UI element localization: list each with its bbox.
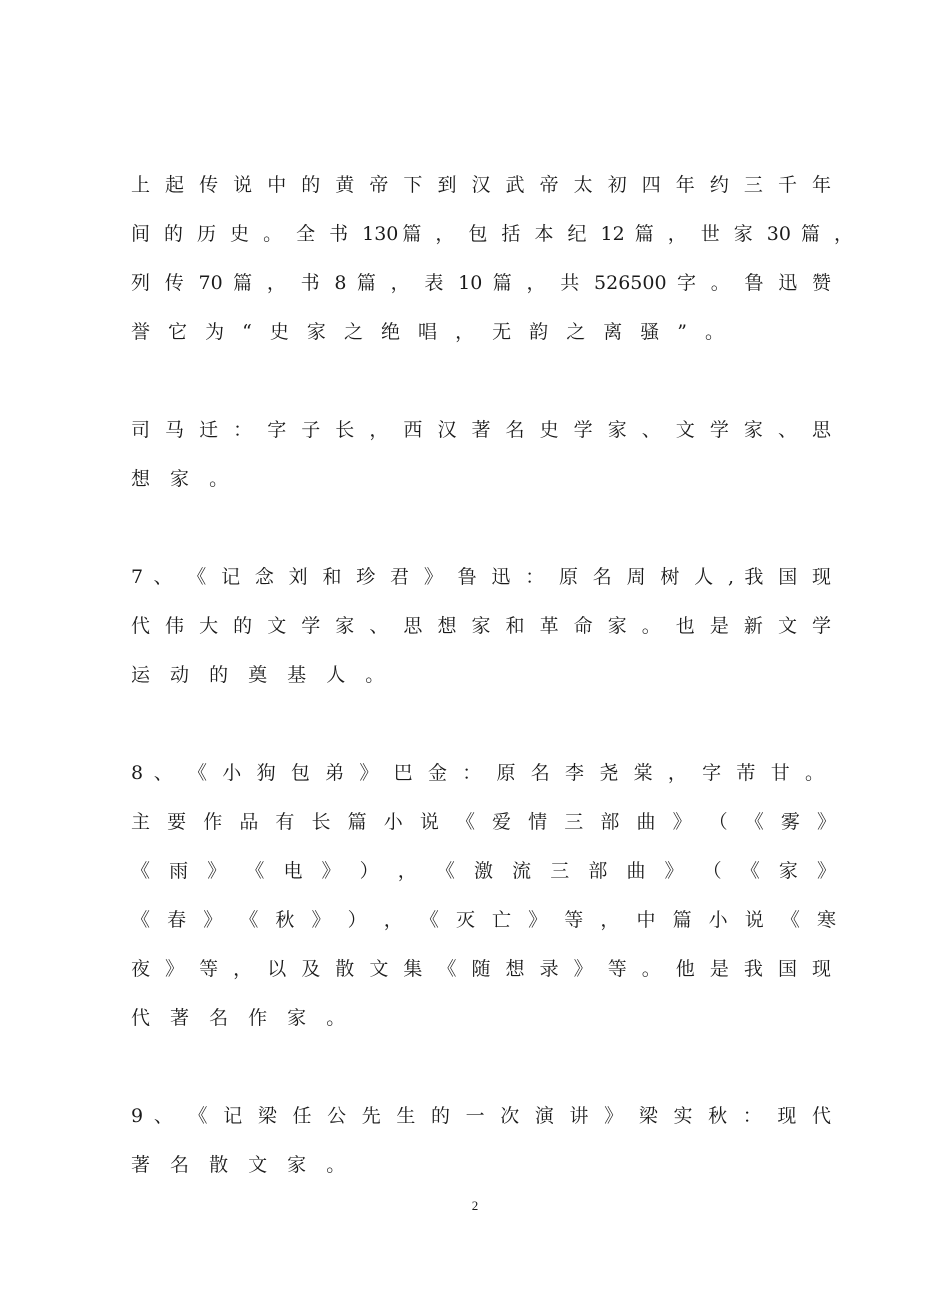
text-line: 夜 》 等 ， 以 及 散 文 集 《 随 想 录 》 等 。 他 是 我 国 现	[131, 958, 831, 980]
text-line: 代 著 名 作 家 。	[131, 1007, 353, 1029]
text-line: 誉 它 为 “ 史 家 之 绝 唱 ， 无 韵 之 离 骚 ” 。	[131, 321, 731, 343]
text-line: 列 传 70 篇 ， 书 8 篇 ， 表 10 篇 ， 共 526500 字 。 鲁 迅 赞	[131, 272, 831, 294]
text-line: 司 马 迁 ： 字 子 长 ， 西 汉 著 名 史 学 家 、 文 学 家 、 思	[131, 419, 831, 441]
text-line: 上 起 传 说 中 的 黄 帝 下 到 汉 武 帝 太 初 四 年 约 三 千 年	[131, 174, 831, 196]
text-line: 想 家 。	[131, 468, 236, 490]
page-number: 2	[471, 1198, 479, 1213]
text-line: 《 春 》 《 秋 》 ） ， 《 灭 亡 》 等 ， 中 篇 小 说 《 寒	[131, 909, 836, 931]
text-line: 间 的 历 史 。 全 书 130篇 ， 包 括 本 纪 12 篇 ， 世 家 30 篇 ，	[131, 223, 853, 245]
text-line: 8 、 《 小 狗 包 弟 》 巴 金 ： 原 名 李 尧 棠 ， 字 芾 甘 。	[131, 762, 824, 784]
text-line: 代 伟 大 的 文 学 家 、 思 想 家 和 革 命 家 。 也 是 新 文 学	[131, 615, 831, 637]
text-line: 主 要 作 品 有 长 篇 小 说 《 爱 情 三 部 曲 》 （ 《 雾 》	[131, 811, 836, 833]
text-line: 运 动 的 奠 基 人 。	[131, 664, 392, 686]
text-line: 9 、 《 记 梁 任 公 先 生 的 一 次 演 讲 》 梁 实 秋 ： 现 代	[131, 1105, 831, 1127]
text-line: 7 、 《 记 念 刘 和 珍 君 》 鲁 迅 ： 原 名 周 树 人 , 我 国 现	[131, 566, 831, 588]
text-line: 《 雨 》 《 电 》 ） ， 《 激 流 三 部 曲 》 （ 《 家 》	[131, 860, 836, 882]
text-line: 著 名 散 文 家 。	[131, 1154, 353, 1176]
